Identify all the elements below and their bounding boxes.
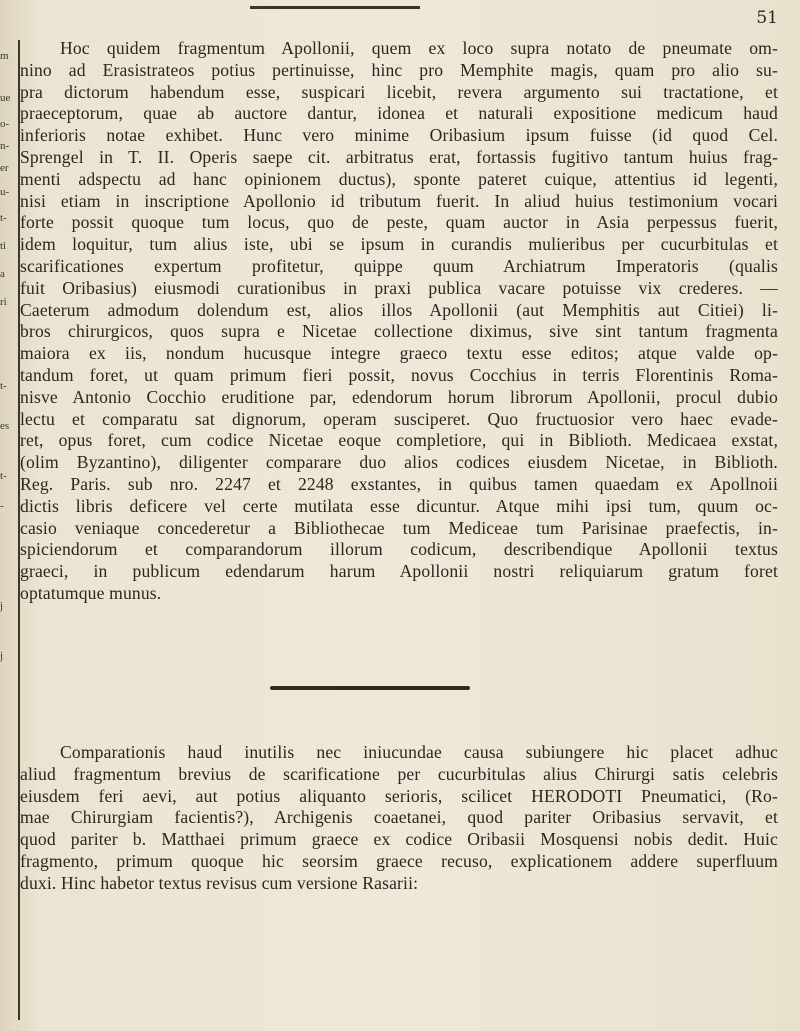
margin-fragment: es	[0, 420, 10, 432]
text-line: menti adspectu ad hanc opinionem ductus), sponte pateret cuique, attentius id legenti,	[20, 168, 778, 189]
text-line: quod pariter b. Matthaei primum graece ex codice Oribasii Mosquensi nobis dedit. Huic	[20, 829, 778, 850]
margin-fragment: a	[0, 268, 5, 280]
text-line: fragmento, primum quoque hic seorsim graece recuso, explicationem addere superfluum	[20, 850, 778, 871]
text-line: Reg. Paris. sub nro. 2247 et 2248 exstantes, in quibus tamen quaedam ex Apollnoii	[20, 473, 778, 494]
paragraph-1	[20, 38, 778, 605]
margin-fragment: t-	[0, 212, 7, 224]
text-line: (olim Byzantino), diligenter comparare duo alios codices eiusdem Nicetae, in Biblioth.	[20, 452, 778, 473]
text-line: dictis libris deficere vel certe mutilata esse dicuntur. Atque mihi ipsi tum, quum oc-	[20, 495, 778, 516]
margin-fragment: ue	[0, 92, 11, 104]
text-line: idem loquitur, tum alius iste, ubi se ipsum in curandis mulieribus per cucurbitulas et	[20, 234, 778, 255]
margin-fragment: t-	[0, 470, 7, 482]
text-line: ret, opus foret, cum codice Nicetae eoque completiore, qui in Biblioth. Medicaea exstat,	[20, 430, 778, 451]
margin-fragment: t-	[0, 380, 7, 392]
text-line: Hoc quidem fragmentum Apollonii, quem ex loco supra notato de pneumate om-	[60, 38, 778, 58]
margin-fragment: ti	[0, 240, 7, 252]
text-line: duxi. Hinc habetor textus revisus cum versione Rasarii:	[20, 872, 419, 893]
text-line: praeceptorum, quae ab auctore dantur, idonea et naturali expositione medicum haud	[20, 103, 778, 124]
text-line: eiusdem feri aevi, aut potius aliquanto serioris, scilicet HERODOTI Pneumatici, (Ro-	[20, 785, 778, 806]
text-line: mae Chirurgiam facientis?), Archigenis coaetanei, quod pariter Oribasius servavit, et	[20, 807, 778, 828]
text-line: Comparationis haud inutilis nec iniucundae causa subiungere hic placet adhuc	[60, 742, 778, 762]
margin-fragment: j	[0, 600, 4, 612]
text-line: spiciendorum et comparandorum illorum codicum, describendique Apollonii textus	[20, 539, 778, 560]
text-line: Sprengel in T. II. Operis saepe cit. arbitratus erat, fortassis fugitivo tantum huius frag-	[20, 146, 778, 167]
margin-fragment: o-	[0, 118, 10, 130]
margin-fragment: -	[0, 500, 4, 512]
margin-fragment: m	[0, 50, 9, 62]
text-line: inferioris notae exhibet. Hunc vero minime Oribasium ipsum fuisse (id quod Cel.	[20, 125, 778, 146]
text-line: pra dictorum habendum esse, suspicari licebit, revera argumento sui tractatione, et	[20, 81, 778, 102]
text-line: nisve Antonio Cocchio eruditione par, edendorum horum librorum Apollonii, procul dubio	[20, 386, 778, 407]
text-line: maiora ex iis, nondum hucusque integre graeco textu esse editos; atque valde op-	[20, 343, 778, 364]
margin-fragment: er	[0, 162, 9, 174]
text-line: bros chirurgicos, quos supra e Nicetae collectione diximus, sive sint tantum fragmenta	[20, 321, 778, 342]
section-divider	[270, 686, 470, 690]
text-line: aliud fragmentum brevius de scarificatione per cucurbitulas alius Chirurgi satis celebris	[20, 763, 778, 784]
page-number: 51	[756, 8, 778, 28]
text-line: casio veniaque concederetur a Bibliothecae tum Mediceae tum Parisinae praefectis, in-	[20, 517, 778, 538]
text-line: Caeterum admodum dolendum est, alios illos Apollonii (aut Memphitis aut Citiei) li-	[20, 299, 778, 320]
top-rule	[250, 6, 420, 9]
margin-fragment: ri	[0, 296, 7, 308]
text-line: scarificationes expertum profitetur, quippe quum Archiatrum Imperatoris (qualis	[20, 255, 778, 276]
text-line: nino ad Erasistrateos potius pertinuisse, hinc pro Memphite magis, quam pro alio su-	[20, 59, 778, 80]
margin-fragment: u-	[0, 186, 10, 198]
text-line: optatumque munus.	[20, 582, 162, 603]
text-line: lectu et comparatu sat dignorum, operam susciperet. Quo fructuosior vero haec evade-	[20, 408, 778, 429]
text-line: forte possit quoque tum locus, quo de peste, quam auctor in Asia perpessus fuerit,	[20, 212, 778, 233]
margin-fragment: n-	[0, 140, 10, 152]
text-line: tandum foret, ut quam primum fieri possit, novus Cocchius in terris Florentinis Roma-	[20, 364, 778, 385]
text-line: nisi etiam in inscriptione Apollonio id tributum fuerit. In aliud huius testimonium vocari	[20, 190, 778, 211]
text-line: fuit Oribasius) eiusmodi curationibus in praxi publica vacare potuisse vix crederes. —	[20, 277, 778, 298]
paragraph-2	[20, 742, 778, 895]
text-line: graeci, in publicum edendarum harum Apollonii nostri reliquiarum gratum foret	[20, 561, 778, 582]
margin-fragment: j	[0, 650, 4, 662]
